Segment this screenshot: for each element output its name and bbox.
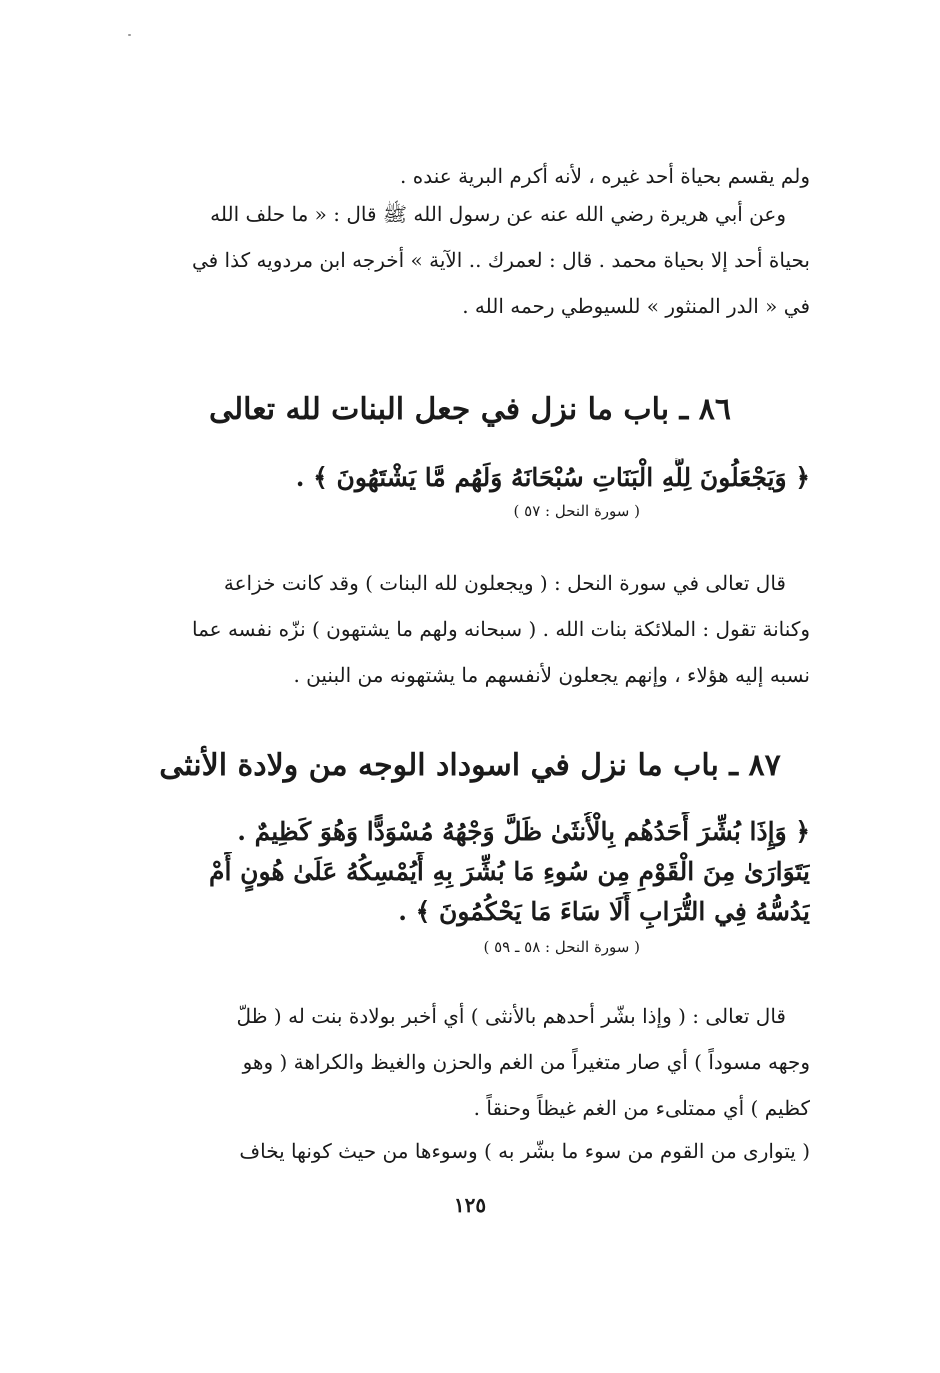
section-86-commentary-line-1: قال تعالى في سورة النحل : ( ويجعلون لله البنات ) وقد كانت خزاعة xyxy=(223,571,786,595)
section-87-verse xyxy=(130,812,810,932)
paragraph-2-line-1: وعن أبي هريرة رضي الله عنه عن رسول الله ﷺ قال : « ما حلف الله xyxy=(210,202,786,226)
paragraph-2-line-3: في « الدر المنثور » للسيوطي رحمه الله . xyxy=(462,294,810,318)
paragraph-2-line-2: بحياة أحد إلا بحياة محمد . قال : لعمرك .. الآية » أخرجه ابن مردويه كذا في xyxy=(191,248,810,272)
section-87-verse-line-3: يَدُسُّهُ فِي التُّرَابِ أَلَا سَاءَ مَا يَحْكُمُونَ ﴾ . xyxy=(398,897,810,926)
section-86-commentary-line-2: وكنانة تقول : الملائكة بنات الله . ( سبحانه ولهم ما يشتهون ) نزّه نفسه عما xyxy=(192,617,810,641)
section-87-commentary-2-line-1: ( يتوارى من القوم من سوء ما بشّر به ) وسوءها من حيث كونها يخاف xyxy=(239,1139,810,1163)
section-87-heading: ٨٧ ـ باب ما نزل في اسوداد الوجه من ولادة الأنثى xyxy=(159,748,781,783)
paragraph-1-line-1: ولم يقسم بحياة أحد غيره ، لأنه أكرم البرية عنده . xyxy=(400,164,810,188)
section-87-verse-line-1: ﴿ وَإِذَا بُشِّرَ أَحَدُهُم بِالْأُنثَىٰ ظَلَّ وَجْهُهُ مُسْوَدًّا وَهُوَ كَظِيمٌ . xyxy=(237,817,810,846)
section-87-verse-line-2: يَتَوَارَىٰ مِنَ الْقَوْمِ مِن سُوءِ مَا بُشِّرَ بِهِ أَيُمْسِكُهُ عَلَىٰ هُونٍ أَمْ xyxy=(208,857,810,886)
section-87-commentary-1-line-3: كظيم ) أي ممتلىء من الغم غيظاً وحنقاً . xyxy=(473,1096,810,1120)
section-86-heading: ٨٦ ـ باب ما نزل في جعل البنات لله تعالى xyxy=(209,392,731,427)
section-87-commentary-1-line-2: وجهه مسوداً ) أي صار متغيراً من الغم والحزن والغيظ والكراهة ( وهو xyxy=(242,1050,810,1074)
section-86-verse-line: ﴿ وَيَجْعَلُونَ لِلَّهِ الْبَنَاتِ سُبْحَانَهُ وَلَهُم مَّا يَشْتَهُونَ ﴾ . xyxy=(295,463,810,492)
section-87-reference: ( سورة النحل : ٥٨ ـ ٥٩ ) xyxy=(483,938,640,956)
page-number: ١٢٥ xyxy=(453,1193,487,1217)
section-86-reference: ( سورة النحل : ٥٧ ) xyxy=(513,502,640,520)
section-87-commentary-1-line-1: قال تعالى : ( وإذا بشّر أحدهم بالأنثى ) أي أخبر بولادة بنت له ( ظلّ xyxy=(236,1004,786,1028)
section-87-commentary-2 xyxy=(130,1128,810,1174)
section-86-commentary-line-3: نسبه إليه هؤلاء ، وإنهم يجعلون لأنفسهم ما يشتهونه من البنين . xyxy=(293,663,810,687)
section-87-commentary-1 xyxy=(130,993,810,1131)
section-86-verse xyxy=(130,458,810,498)
paragraph-2 xyxy=(130,191,810,329)
section-86-commentary xyxy=(130,560,810,698)
scan-speck xyxy=(128,34,131,36)
